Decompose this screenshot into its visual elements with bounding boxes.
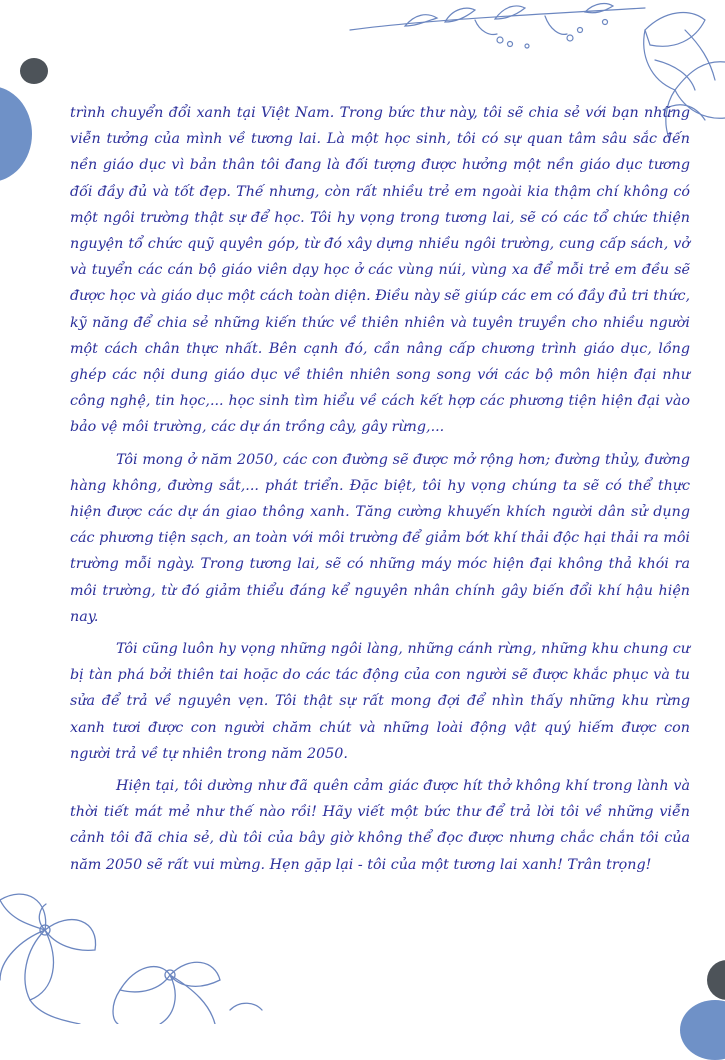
grey-dot-decoration-bottom [707, 960, 725, 1000]
blue-circle-decoration [0, 86, 32, 182]
letter-body [70, 100, 690, 884]
letter-paragraph: Hiện tại, tôi dường như đã quên cảm giác được hít thở không khí trong lành và thời tiết mát mẻ như thế nào rồi! Hãy viết một bức thư để trả lời tôi về những viễn cảnh tôi đã chia sẻ, dù tôi của bây giờ không thể đọc được nhưng chắc chắn tôi của năm 2050 sẽ rất vui mừng. Hẹn gặp lại - tôi của một tương lai xanh! Trân trọng! [70, 778, 690, 873]
floral-bottom-left-icon [0, 880, 280, 1024]
letter-paragraph: Tôi cũng luôn hy vọng những ngôi làng, những cánh rừng, những khu chung cư bị tàn phá bởi thiên tai hoặc do các tác động của con người sẽ được khắc phục và tu sửa để trả về nguyên vẹn. Tôi thật sự rất mong đợi để nhìn thấy những khu rừng xanh tươi được con người chăm chút và những loài động vật quý hiếm được con người trả về tự nhiên trong năm 2050. [70, 641, 690, 762]
blue-circle-decoration-bottom [680, 1000, 725, 1060]
letter-paragraph: trình chuyển đổi xanh tại Việt Nam. Trong bức thư này, tôi sẽ chia sẻ với bạn những viễn tưởng của mình về tương lai. Là một học sinh, tôi có sự quan tâm sâu sắc đến nền giáo dục vì bản thân tôi đang là đối tượng được hưởng một nền giáo dục tương đối đầy đủ và tốt đẹp. Thế nhưng, còn rất nhiều trẻ em ngoài kia thậm chí không có một ngôi trường thật sự để học. Tôi hy vọng trong tương lai, sẽ có các tổ chức thiện nguyện tổ chức quỹ quyên góp, từ đó xây dựng nhiều ngôi trường, cung cấp sách, vở và tuyển các cán bộ giáo viên dạy học ở các vùng núi, vùng xa để mỗi trẻ em đều sẽ được học và giáo dục một cách toàn diện. Điều này sẽ giúp các em có đầy đủ tri thức, kỹ năng để chia sẻ những kiến thức về thiên nhiên và tuyên truyền cho nhiều người một cách chân thực nhất. Bên cạnh đó, cần nâng cấp chương trình giáo dục, lồng ghép các nội dung giáo dục về thiên nhiên song song với các bộ môn hiện đại như công nghệ, tin học,... học sinh tìm hiểu về cách kết hợp các phương tiện hiện đại vào bảo vệ môi trường, các dự án trồng cây, gây rừng,... [70, 105, 690, 436]
letter-paragraph: Tôi mong ở năm 2050, các con đường sẽ được mở rộng hơn; đường thủy, đường hàng không, đường sắt,... phát triển. Đặc biệt, tôi hy vọng chúng ta sẽ có thể thực hiện được các dự án giao thông xanh. Tăng cường khuyến khích người dân sử dụng các phương tiện sạch, an toàn với môi trường để giảm bớt khí thải độc hại thải ra môi trường mỗi ngày. Trong tương lai, sẽ có những máy móc hiện đại không thả khói ra môi trường, từ đó giảm thiểu đáng kể nguyên nhân chính gây biến đổi khí hậu hiện nay. [70, 451, 690, 625]
grey-dot-decoration [20, 58, 48, 84]
